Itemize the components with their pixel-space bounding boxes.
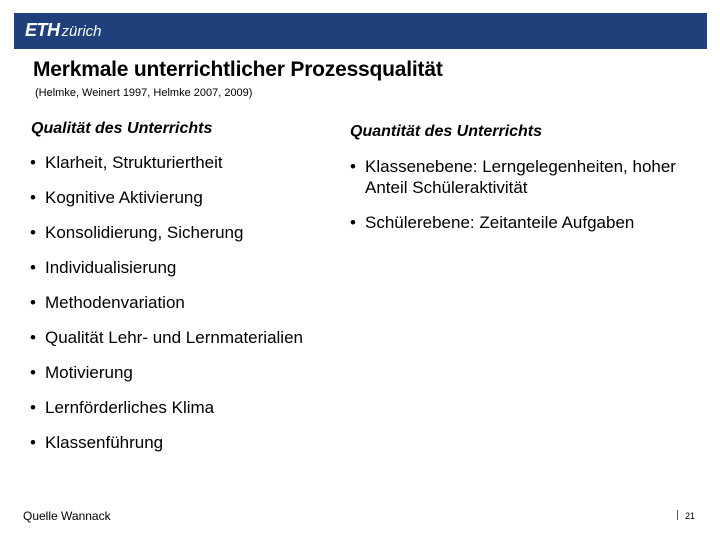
list-item xyxy=(30,432,350,467)
slide-subtitle: (Helmke, Weinert 1997, Helmke 2007, 2009) xyxy=(35,87,253,99)
footer-divider xyxy=(677,510,678,520)
left-bullet-list xyxy=(30,152,350,467)
list-item xyxy=(30,152,350,187)
list-item-label: Klassenführung xyxy=(45,433,164,452)
list-item-label: Qualität Lehr- und Lernmaterialien xyxy=(45,328,303,347)
bullet-icon: • xyxy=(30,188,36,207)
header-bar xyxy=(14,13,707,49)
bullet-icon: • xyxy=(350,157,356,176)
right-column-heading: Quantität des Unterrichts xyxy=(350,123,543,140)
bullet-icon: • xyxy=(30,153,36,172)
list-item-label: Lernförderliches Klima xyxy=(45,398,215,417)
bullet-icon: • xyxy=(350,213,356,232)
page-number: 21 xyxy=(685,511,696,521)
list-item-label: Methodenvariation xyxy=(45,293,185,312)
footer-source: Quelle Wannack xyxy=(23,509,111,523)
bullet-icon: • xyxy=(30,433,36,452)
list-item-label: Schülerebene: Zeitanteile Aufgaben xyxy=(365,213,635,232)
eth-logo xyxy=(25,20,102,42)
list-item xyxy=(30,257,350,292)
bullet-icon: • xyxy=(30,363,36,382)
list-item-label: Individualisierung xyxy=(45,258,177,277)
right-bullet-list xyxy=(350,156,695,247)
list-item-label: Kognitive Aktivierung xyxy=(45,188,203,207)
list-item xyxy=(30,187,350,222)
list-item xyxy=(350,212,695,233)
left-column-heading: Qualität des Unterrichts xyxy=(31,120,213,137)
list-item xyxy=(30,292,350,327)
bullet-icon: • xyxy=(30,223,36,242)
list-item xyxy=(30,327,350,362)
logo-eth-text: ETH xyxy=(25,20,60,40)
list-item-label: Konsolidierung, Sicherung xyxy=(45,223,244,242)
bullet-icon: • xyxy=(30,328,36,347)
list-item xyxy=(30,222,350,257)
bullet-icon: • xyxy=(30,398,36,417)
bullet-icon: • xyxy=(30,258,36,277)
logo-zurich-text: zürich xyxy=(61,23,102,40)
list-item-label: Klarheit, Strukturiertheit xyxy=(45,153,223,172)
list-item-label: Motivierung xyxy=(45,363,133,382)
bullet-icon: • xyxy=(30,293,36,312)
list-item xyxy=(30,397,350,432)
list-item xyxy=(30,362,350,397)
list-item-label: Klassenebene: Lerngelegenheiten, hoher Anteil Schüleraktivität xyxy=(365,157,676,197)
list-item xyxy=(350,156,695,198)
slide-title: Merkmale unterrichtlicher Prozessqualität xyxy=(33,58,443,81)
